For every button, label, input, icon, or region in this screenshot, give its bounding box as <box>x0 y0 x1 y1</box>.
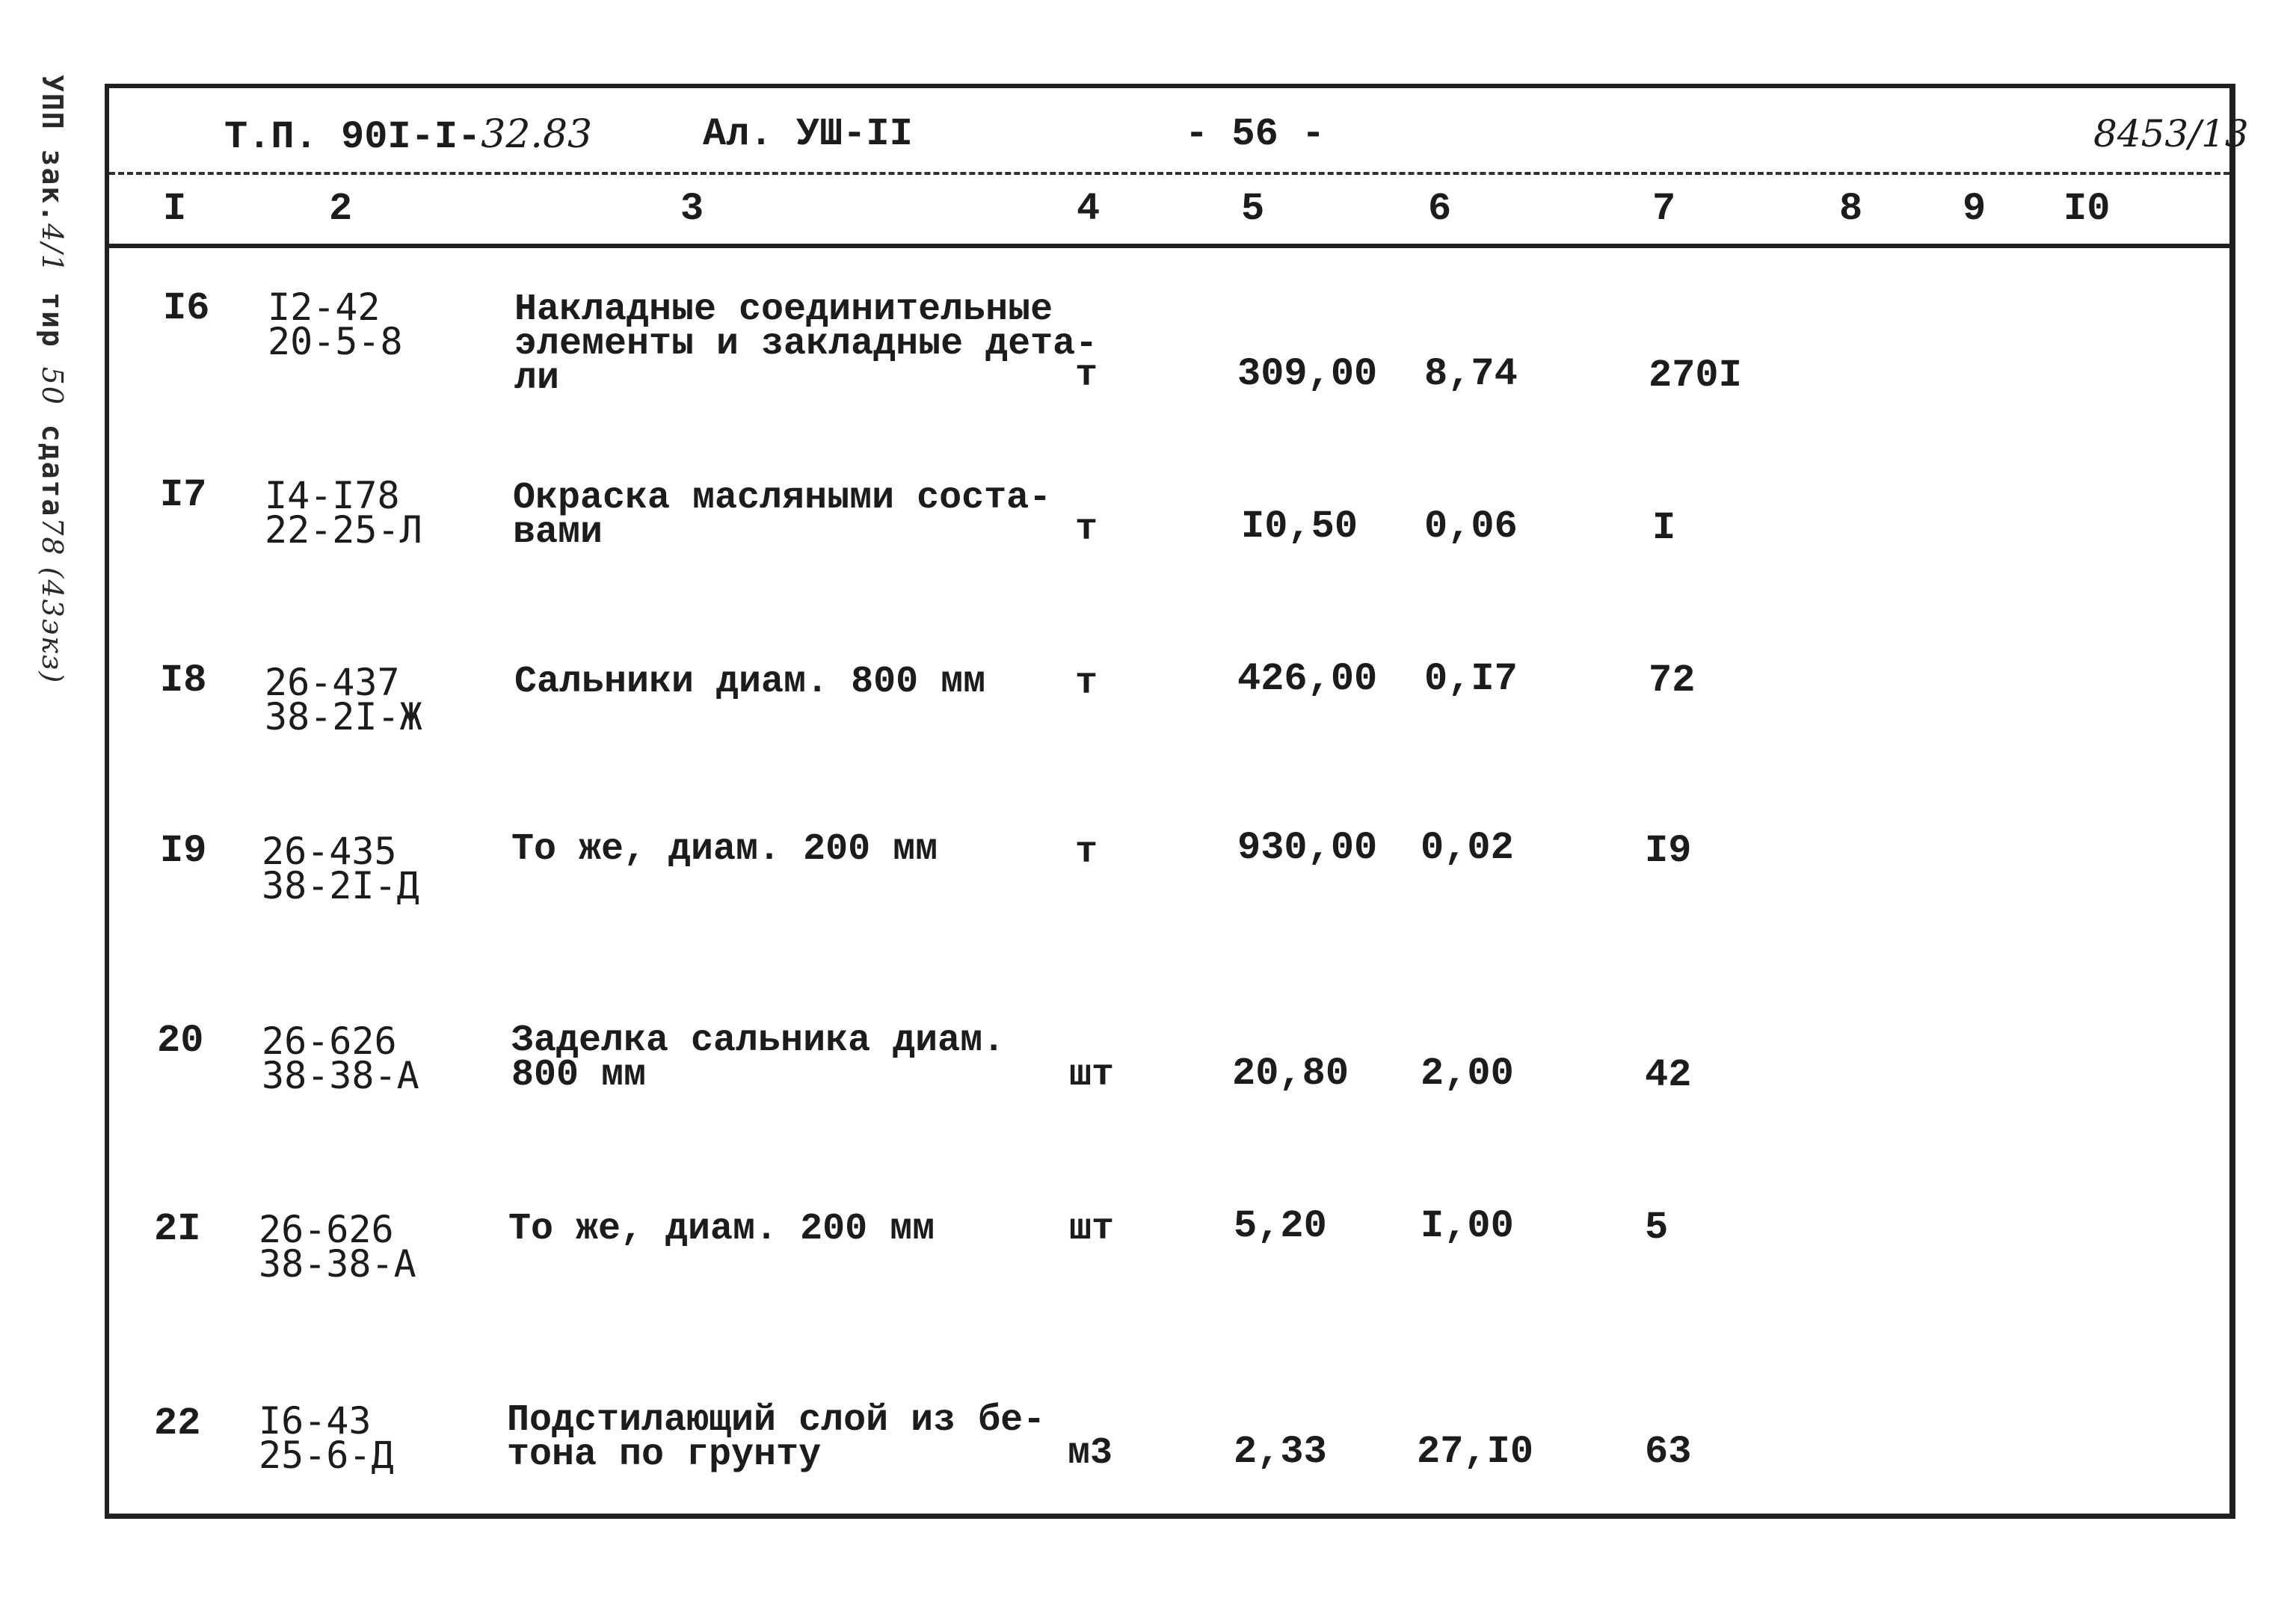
quantity: 309,00 <box>1237 352 1378 396</box>
unit-cost: 0,02 <box>1421 826 1514 870</box>
unit: т <box>1075 508 1098 551</box>
row-number: I8 <box>160 658 207 703</box>
quantity: 426,00 <box>1237 657 1378 701</box>
table-frame <box>105 84 2235 1519</box>
work-description: То же, диам. 200 мм <box>508 1208 935 1250</box>
total-cost: 270I <box>1649 354 1742 398</box>
column-number-rule <box>109 244 2229 248</box>
side-note-date-label: сдата <box>36 405 69 518</box>
total-cost: 5 <box>1645 1206 1669 1250</box>
column-number-5: 5 <box>1241 187 1265 231</box>
total-cost: 72 <box>1649 658 1696 703</box>
project-code: Т.П. 90I-I-32.83 <box>224 112 593 159</box>
unit-cost: 8,74 <box>1424 352 1518 396</box>
column-number-1: I <box>163 187 187 231</box>
column-number-3: 3 <box>680 187 704 231</box>
total-cost: 63 <box>1645 1430 1692 1474</box>
album-label: Ал. УШ-II <box>703 112 913 156</box>
side-print-note <box>36 75 69 684</box>
unit: т <box>1075 662 1098 705</box>
row-number: 22 <box>154 1401 201 1446</box>
unit-cost: 0,I7 <box>1424 657 1518 701</box>
side-note-date: 78 (43экз) <box>36 517 69 685</box>
column-number-9: 9 <box>1963 187 1986 231</box>
work-description: Накладные соединительные элементы и закладные дета- ли <box>514 289 1098 400</box>
row-number: I7 <box>160 473 207 517</box>
total-cost: 42 <box>1645 1053 1692 1097</box>
total-cost: I <box>1652 506 1676 550</box>
unit: т <box>1075 831 1098 874</box>
side-note-run-label: тир <box>36 274 69 367</box>
row-number: I9 <box>160 829 207 873</box>
quantity: 20,80 <box>1232 1052 1349 1096</box>
unit: т <box>1075 354 1098 397</box>
norm-code: 26-437 38-2I-Ж <box>265 661 422 738</box>
work-description: Окраска масляными соста- вами <box>513 477 1052 554</box>
unit: м3 <box>1068 1432 1113 1475</box>
norm-code: 26-626 38-38-А <box>259 1208 416 1286</box>
unit: шт <box>1069 1054 1115 1096</box>
work-description: Сальники диам. 800 мм <box>514 661 986 703</box>
side-note-order: 4/1 <box>36 223 69 274</box>
page-number: - 56 - <box>1185 112 1326 156</box>
work-description: Подстилающий слой из бе- тона по грунту <box>507 1399 1046 1476</box>
column-number-6: 6 <box>1428 187 1452 231</box>
quantity: 930,00 <box>1237 826 1378 870</box>
norm-code: 26-435 38-2I-Д <box>262 830 419 907</box>
header-rule <box>109 172 2229 175</box>
unit-cost: 27,I0 <box>1417 1430 1534 1474</box>
column-number-10: I0 <box>2063 187 2111 231</box>
inventory-number: 8453/13 <box>2093 112 2249 155</box>
quantity: 5,20 <box>1234 1204 1327 1248</box>
total-cost: I9 <box>1645 829 1692 873</box>
norm-code: 26-626 38-38-А <box>262 1020 419 1097</box>
work-description: То же, диам. 200 мм <box>511 828 938 871</box>
column-number-4: 4 <box>1077 187 1101 231</box>
unit-cost: 0,06 <box>1424 505 1518 549</box>
row-number: I6 <box>163 286 210 330</box>
norm-code: I6-43 25-6-Д <box>259 1399 394 1477</box>
norm-code: I4-I78 22-25-Л <box>265 474 422 552</box>
row-number: 20 <box>157 1019 204 1063</box>
unit-cost: 2,00 <box>1421 1052 1514 1096</box>
norm-code: I2-42 20-5-8 <box>268 286 403 363</box>
side-note-run: 50 <box>36 366 69 406</box>
column-number-8: 8 <box>1839 187 1863 231</box>
column-number-2: 2 <box>329 187 353 231</box>
quantity: I0,50 <box>1241 505 1358 549</box>
column-number-7: 7 <box>1652 187 1676 231</box>
unit-cost: I,00 <box>1421 1204 1514 1248</box>
work-description: Заделка сальника диам. 800 мм <box>511 1020 1006 1096</box>
row-number: 2I <box>154 1207 201 1251</box>
quantity: 2,33 <box>1234 1430 1327 1474</box>
side-note-print-shop: УПП зак. <box>36 75 69 224</box>
unit: шт <box>1069 1208 1115 1250</box>
